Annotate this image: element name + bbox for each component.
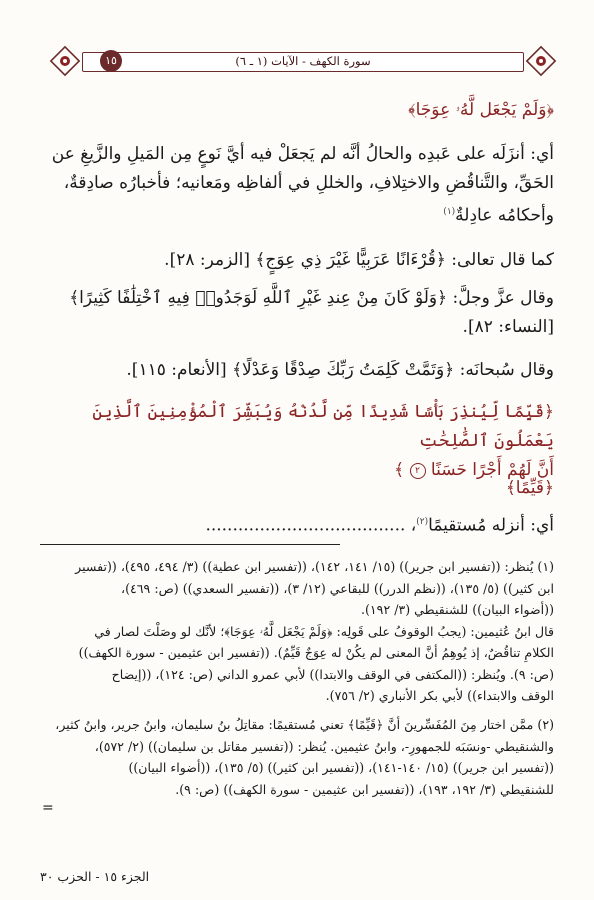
footnote-2-line-4 bbox=[40, 779, 554, 801]
paragraph-5-tail: ، ..................................... bbox=[205, 515, 417, 536]
paragraph-1 bbox=[40, 140, 554, 231]
page-number: ١٥ bbox=[100, 50, 122, 72]
footnote-1-line-2: ابن كثير)) (٥/ ١٣٥)، ((نظم الدرر)) للبقاعي (١٢/ ٣)، ((تفسير السعدي)) (ص: ٤٦٩)، bbox=[121, 580, 554, 596]
paragraph-4: وقال سُبحانَه: ﴿وَتَمَّتْ كَلِمَتُ رَبِّكَ صِدْقًا وَعَدْلًا﴾ [الأنعام: ١١٥]. bbox=[126, 360, 554, 380]
verse-number-badge: ٢ bbox=[410, 463, 426, 479]
footnote-1-line-4: قال ابنُ عُثيمين: (يجبُ الوقوفُ على قَولِه: ﴿وَلَمْ يَجْعَل لَّهُۥ عِوَجَا﴾؛ لأنَّك لو وصَلْتَ لصار في bbox=[94, 623, 554, 639]
footnote-separator bbox=[40, 544, 340, 545]
paragraph-3 bbox=[40, 284, 554, 342]
paragraph-3-line-2: [النساء: ٨٢]. bbox=[462, 317, 554, 337]
page-footer: الجزء ١٥ - الحزب ٣٠ bbox=[40, 869, 150, 884]
footnote-2-line-3: ((تفسير ابن جرير)) (١٥/ ١٤٠-١٤١)، ((تفسير ابن كثير)) (٥/ ١٣٥)، ((أضواء البيان)) bbox=[128, 760, 554, 775]
footnote-1-line-3: ((أضواء البيان)) للشنقيطي (٣/ ١٩٢). bbox=[361, 602, 554, 617]
paragraph-2: كما قال تعالى: ﴿قُرْءَانًا عَرَبِيًّا غَيْرَ ذِي عِوَجٍ﴾ [الزمر: ٢٨]. bbox=[164, 250, 554, 270]
footnote-1-line-1: (١) يُنظر: ((تفسير ابن جرير)) (١٥/ ١٤١، ١٤٢)، ((تفسير ابن عطية)) (٣/ ٤٩٤، ٤٩٥)، ((تفسير bbox=[75, 559, 554, 574]
verse-heading-1: ﴿وَلَمْ يَجْعَل لَّهُۥ عِوَجَا﴾ bbox=[408, 100, 554, 120]
continuation-mark: = bbox=[42, 800, 54, 816]
footnote-1-line-6: (ص: ٩). ويُنظر: ((المكتفى في الوقف والابتدا)) لأبي عمرو الداني (ص: ١٢٤)، ((إيضاح bbox=[111, 666, 554, 682]
page-header bbox=[48, 44, 558, 78]
footnote-2-line-4-text: للشنقيطي (٣/ ١٩٢، ١٩٣)، ((تفسير ابن عثيمين - سورة الكهف)) (ص: ٩). bbox=[175, 781, 554, 797]
footnote-2 bbox=[40, 714, 554, 800]
paragraph-3-line-1: وقال عزَّ وجلَّ: ﴿وَلَوْ كَانَ مِنْ عِندِ غَيْرِ ٱللَّهِ لَوَجَدُوا۟ فِيهِ ٱخْتِلَٰفًا كَثِيرًا﴾ bbox=[69, 288, 554, 308]
verse-heading-2: ﴿قَيِّمًا﴾ bbox=[505, 478, 554, 498]
verse-2-line-1: ﴿قَيِّمًا لِّيُنذِرَ بَأْسًا شَدِيدًا مِّن لَّدُنْهُ وَيُبَشِّرَ ٱلْمُؤْمِنِينَ ٱلَّذِينَ يَعْمَلُونَ ٱلصَّٰلِحَٰتِ bbox=[92, 402, 554, 451]
verse-2 bbox=[40, 398, 554, 485]
verse-2-line-2: أَنَّ لَهُمْ أَجْرًا حَسَنًا ٢ ﴾ bbox=[394, 460, 554, 480]
verse-2-line-2-text: أَنَّ لَهُمْ أَجْرًا حَسَنًا bbox=[430, 460, 554, 480]
paragraph-1-line-1: أي: أنزَلَه على عَبدِه والحالُ أنَّه لم يَجعَلْ فيه أيَّ نَوعٍ مِن المَيلِ والزَّيغِ عن bbox=[51, 144, 554, 164]
footnote-1-line-7: الوقف والابتداء)) لأبي بكر الأنباري (٢/ ٧٥٦). bbox=[325, 688, 554, 703]
paragraph-5-text: أي: أنزله مُستقيمًا bbox=[428, 515, 554, 536]
paragraph-1-line-2: الحَقِّ، والتَّناقُضِ والاختِلافِ، والخللِ في ألفاظِه ومَعانيه؛ فأخبارُه صادِقةٌ، bbox=[63, 173, 554, 193]
paragraph-1-line-3 bbox=[40, 198, 554, 231]
right-ornament-icon bbox=[524, 44, 558, 78]
footnote-2-line-1: (٢) ممَّن اختار مِنَ المُفَسِّرينَ أنَّ ﴿قَيِّمًا﴾ تعني مُستقيمًا: مقاتِلُ بنُ سليمان، وابنُ جرير، وابنُ كثير، bbox=[55, 717, 554, 732]
header-title: سورة الكهف - الآيات (١ ـ ٦) bbox=[235, 54, 371, 68]
footnote-ref-1[interactable]: (١) bbox=[443, 207, 456, 217]
footnote-2-line-2: والشنقيطي -ونسَبَه للجمهورِ-، وابنُ عثيمين. يُنظر: ((تفسير مقاتل بن سليمان)) (٢/ ٥٧٢)، bbox=[94, 738, 554, 754]
paragraph-5 bbox=[40, 508, 554, 541]
footnote-ref-2[interactable]: (٢) bbox=[416, 517, 429, 527]
paragraph-1-line-3-text: وأحكامُه عادِلةٌ bbox=[455, 205, 554, 226]
footnote-1-line-5: الكلامِ تناقُضٌ، إذ يُوهِمُ أنَّ المعنى لم يكُنْ له عِوَجٌ قَيِّمٌ). ((تفسير ابن عثيمين - سورة الكهف)) bbox=[78, 645, 554, 660]
footnote-1 bbox=[40, 556, 554, 707]
